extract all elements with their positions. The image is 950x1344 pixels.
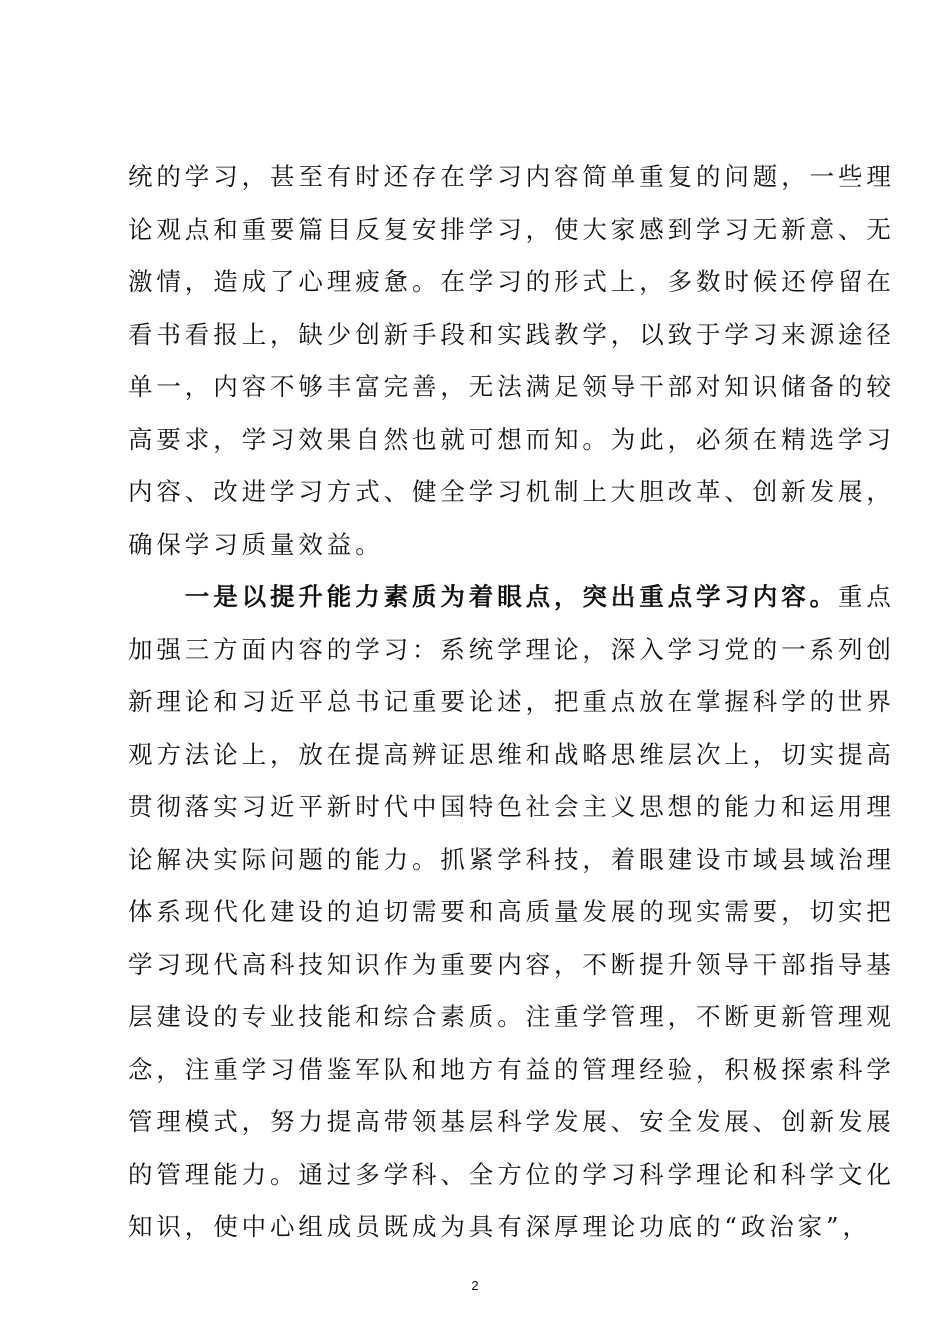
text-fragment: 重点: [838, 582, 895, 611]
paragraph-first-line: [128, 571, 895, 624]
text-line: 激情，造成了心理疲惫。在学习的形式上，多数时候还停留在: [128, 267, 895, 296]
text-line: 论观点和重要篇目反复安排学习，使大家感到学习无新意、无: [128, 214, 895, 244]
text-line: 内容、改进学习方式、健全学习机制上大胆改革、创新发展，: [128, 477, 895, 506]
text-line: 管理模式，努力提高带领基层科学发展、安全发展、创新发展: [128, 1107, 895, 1136]
text-line: 贯彻落实习近平新时代中国特色社会主义思想的能力和运用理: [128, 792, 895, 821]
text-line: 确保学习质量效益。: [128, 529, 384, 559]
text-line: 知识，使中心组成员既成为具有深厚理论功底的“政治家”，: [128, 1212, 871, 1241]
text-line: 体系现代化建设的迫切需要和高质量发展的现实需要，切实把: [128, 897, 895, 926]
text-line: 学习现代高科技知识作为重要内容，不断提升领导干部指导基: [128, 949, 895, 979]
paragraph-content-focus: [128, 571, 895, 1254]
text-line: 论解决实际问题的能力。抓紧学科技，着眼建设市域县域治理: [128, 844, 895, 874]
text-line: 看书看报上，缺少创新手段和实践教学，以致于学习来源途径: [128, 319, 895, 349]
text-line: 单一，内容不够丰富完善，无法满足领导干部对知识储备的较: [128, 372, 895, 401]
paragraph-lead-heading: 一是以提升能力素质为着眼点，突出重点学习内容。: [184, 582, 838, 611]
text-line: 加强三方面内容的学习：系统学理论，深入学习党的一系列创: [128, 634, 895, 664]
text-line: 新理论和习近平总书记重要论述，把重点放在掌握科学的世界: [128, 687, 895, 716]
text-line: 统的学习，甚至有时还存在学习内容简单重复的问题，一些理: [128, 162, 895, 191]
text-line: 的管理能力。通过多学科、全方位的学习科学理论和科学文化: [128, 1159, 895, 1189]
document-body: [128, 151, 895, 1254]
text-line: 念，注重学习借鉴军队和地方有益的管理经验，积极探索科学: [128, 1054, 895, 1084]
page-number: 2: [471, 1278, 479, 1293]
text-line: 高要求，学习效果自然也就可想而知。为此，必须在精选学习: [128, 424, 895, 454]
text-line: 观方法论上，放在提高辨证思维和战略思维层次上，切实提高: [128, 739, 895, 769]
paragraph-continued: [128, 151, 895, 571]
text-line: 层建设的专业技能和综合素质。注重学管理，不断更新管理观: [128, 1002, 895, 1031]
